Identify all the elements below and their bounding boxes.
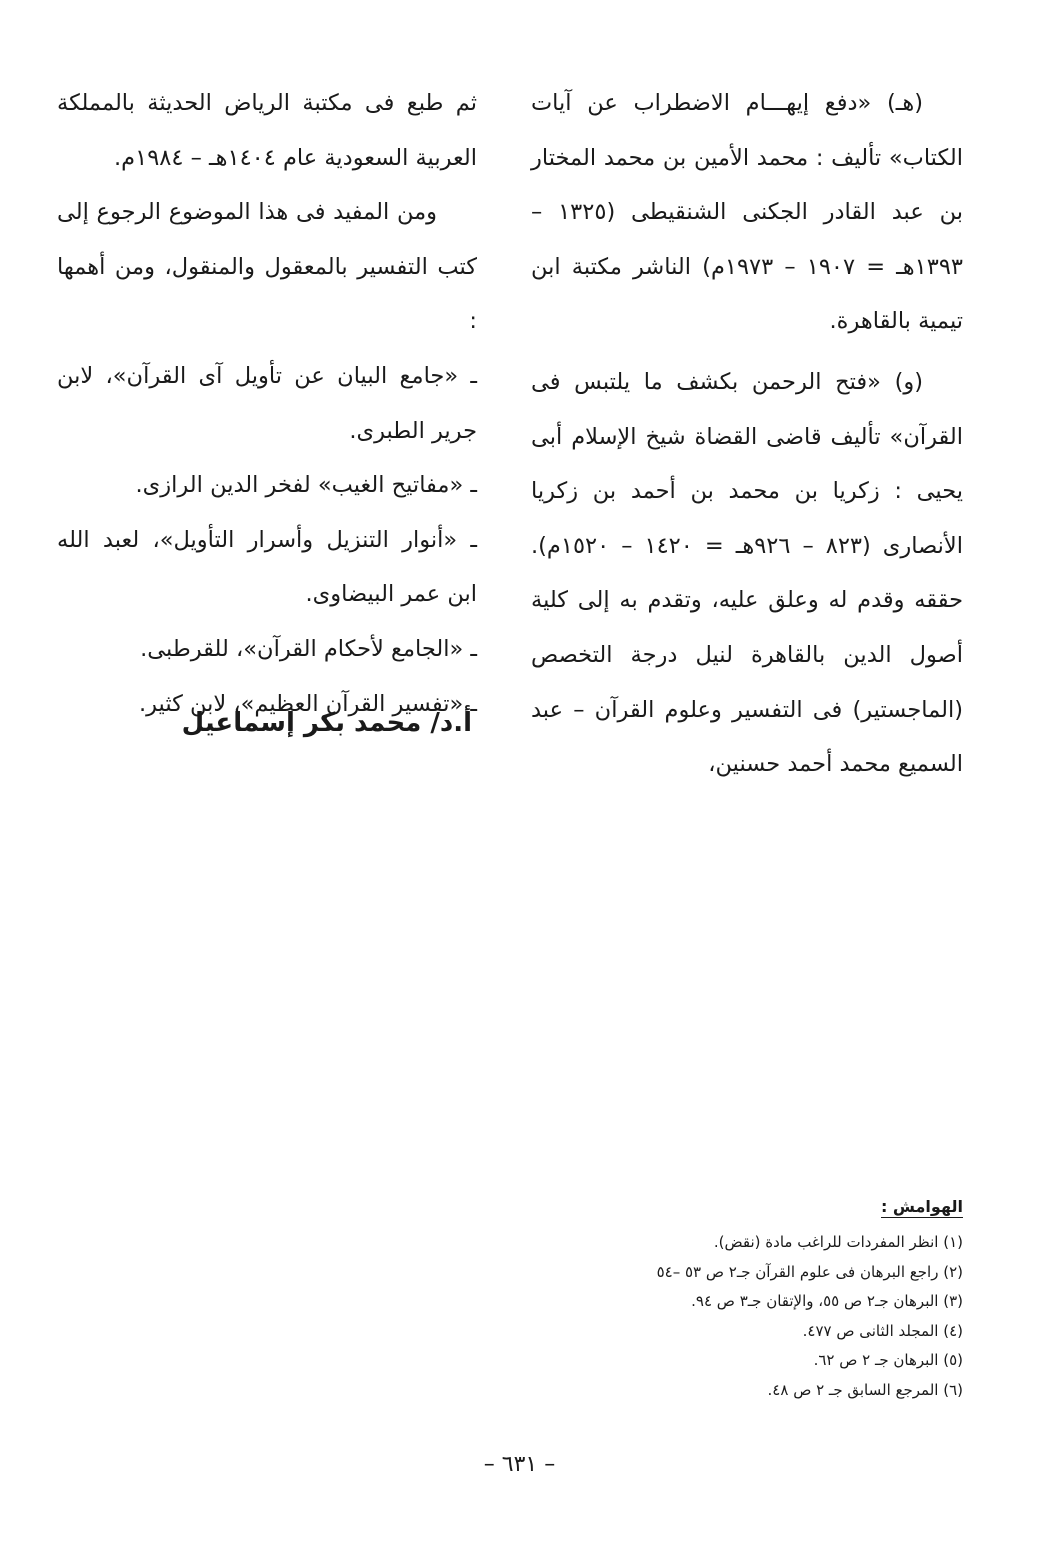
right-column xyxy=(531,76,963,792)
footnotes-title xyxy=(543,1197,963,1216)
reference-item: ـ «أنوار التنزيل وأسرار التأويل»، لعبد الله ابن عمر البيضاوى. xyxy=(57,526,477,608)
references-intro: ومن المفيد فى هذا الموضوع الرجوع إلى كتب التفسير بالمعقول والمنقول، ومن أهمها : xyxy=(57,199,477,335)
entry-h-paragraph: (هـ) «دفع إيهـــام الاضطراب عن آيات الكتاب» تأليف : محمد الأمين بن محمد المختار بن عبد القادر الجكنى الشنقيطى (١٣٢٥ – ١٣٩٣هـ = ١٩٠٧ – ١٩٧٣م) الناشر مكتبة ابن تيمية بالقاهرة. xyxy=(531,90,963,335)
footnote-item: (١) انظر المفردات للراغب مادة (نقض). xyxy=(713,1233,963,1251)
author-signature: أ.د/ محمد بكر إسماعيل xyxy=(181,708,472,738)
footnotes-title-text: الهوامش : xyxy=(880,1197,963,1216)
footnotes-section xyxy=(543,1197,963,1406)
footnote-item: (٦) المرجع السابق جـ ٢ ص ٤٨. xyxy=(767,1380,963,1399)
entry-w-paragraph: (و) «فتح الرحمن بكشف ما يلتبس فى القرآن» تأليف قاضى القضاة شيخ الإسلام أبى يحيى : زكريا بن محمد بن أحمد بن زكريا الأنصارى (٨٢٣ – ٩٢٦هـ = ١٤٢٠ – ١٥٢٠م). حققه وقدم له وعلق عليه، وتقدم به إلى كلية أصول الدين بالقاهرة لنيل درجة التخصص (الماجستير) فى التفسير وعلوم القرآن – عبد السميع محمد أحمد حسنين، xyxy=(531,368,963,778)
footnote-item: (٣) البرهان جـ٢ ص ٥٥، والإتقان جـ٣ ص ٩٤. xyxy=(691,1292,963,1311)
reference-item: ـ «تفسير القرآن العظيم»، لابن كثير. xyxy=(138,690,477,717)
left-column xyxy=(57,76,477,731)
footnote-item: (٤) المجلد الثانى ص ٤٧٧. xyxy=(802,1321,963,1340)
footnote-item: (٥) البرهان جـ ٢ ص ٦٢. xyxy=(813,1351,963,1370)
reference-item: ـ «الجامع لأحكام القرآن»، للقرطبى. xyxy=(140,635,477,662)
reference-item: ـ «جامع البيان عن تأويل آى القرآن»، لابن جرير الطبرى. xyxy=(57,362,477,444)
reference-item: ـ «مفاتيح الغيب» لفخر الدين الرازى. xyxy=(135,472,477,499)
publication-continuation: ثم طبع فى مكتبة الرياض الحديثة بالمملكة العربية السعودية عام ١٤٠٤هـ – ١٩٨٤م. xyxy=(57,90,477,171)
footnote-item: (٢) راجع البرهان فى علوم القرآن جـ٢ ص ٥٣ –٥٤ xyxy=(656,1262,963,1281)
page-number: – ٦٣١ – xyxy=(483,1452,556,1477)
